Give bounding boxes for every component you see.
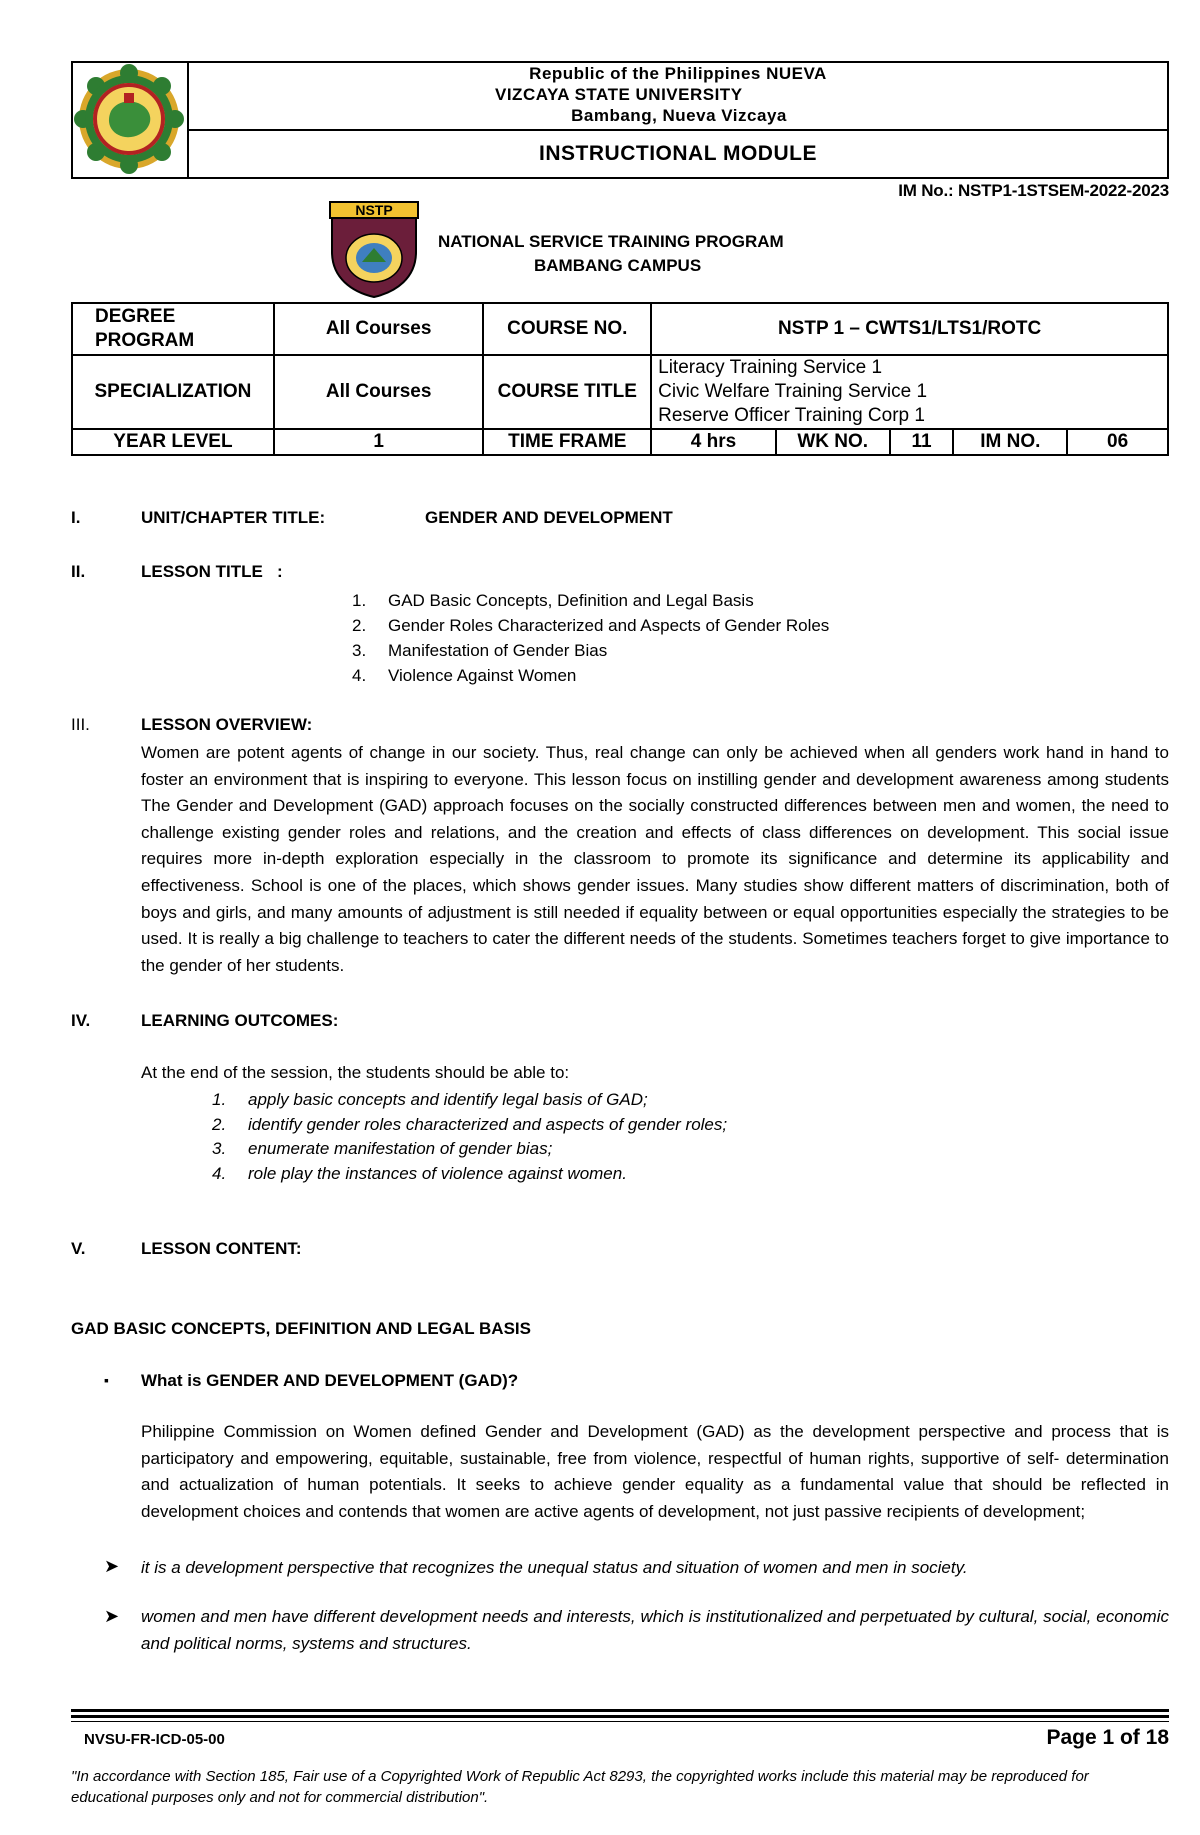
footer-rule: [71, 1709, 1169, 1712]
year-level-label: YEAR LEVEL: [72, 429, 274, 455]
section-2-number: II.: [71, 562, 86, 581]
degree-program-value: All Courses: [274, 303, 484, 355]
section-4-label: LEARNING OUTCOMES:: [141, 1011, 339, 1030]
lesson-title-list: [352, 588, 829, 688]
year-level-value: 1: [274, 429, 484, 455]
section-3-number: III.: [71, 715, 90, 734]
content-heading: GAD BASIC CONCEPTS, DEFINITION AND LEGAL BASIS: [71, 1319, 531, 1338]
list-item: 1. apply basic concepts and identify legal basis of GAD;: [212, 1090, 648, 1109]
unit-title: GENDER AND DEVELOPMENT: [425, 508, 673, 527]
header-table: [71, 61, 1169, 179]
section-4-number: IV.: [71, 1011, 91, 1030]
form-code: NVSU-FR-ICD-05-00: [84, 1731, 225, 1748]
course-info-table: [71, 302, 1169, 456]
degree-program-label: DEGREE PROGRAM: [72, 303, 274, 355]
list-item: 1. GAD Basic Concepts, Definition and Legal Basis: [352, 591, 754, 610]
list-item: 4. Violence Against Women: [352, 666, 577, 685]
week-no-label: WK NO.: [776, 429, 890, 455]
nstp-logo-icon: [326, 200, 422, 298]
footer-rule: [71, 1721, 1169, 1722]
section-1-label: UNIT/CHAPTER TITLE:: [141, 508, 326, 527]
list-item: 2. Gender Roles Characterized and Aspects of Gender Roles: [352, 616, 830, 635]
list-item: 3. Manifestation of Gender Bias: [352, 641, 608, 660]
nstp-logo-text: NSTP: [355, 202, 393, 218]
program-title: NATIONAL SERVICE TRAINING PROGRAM: [438, 232, 784, 251]
university-seal-icon: [73, 63, 185, 175]
list-item: 3. enumerate manifestation of gender bias;: [212, 1139, 553, 1158]
gad-question: What is GENDER AND DEVELOPMENT (GAD)?: [141, 1371, 519, 1390]
gad-point-1: it is a development perspective that recognizes the unequal status and situation of women and men in society.: [141, 1558, 968, 1577]
section-5-number: V.: [71, 1239, 86, 1258]
page-number: Page 1 of 18: [1046, 1726, 1169, 1749]
learning-outcomes-list: [212, 1088, 727, 1186]
university-name-block: [189, 63, 1167, 131]
list-item: 2. identify gender roles characterized and aspects of gender roles;: [212, 1114, 728, 1134]
course-titles: [651, 355, 1168, 429]
course-no-value: NSTP 1 – CWTS1/LTS1/ROTC: [651, 303, 1168, 355]
square-bullet-icon: ▪: [104, 1372, 109, 1388]
footer-rule: [71, 1715, 1169, 1718]
im-number: IM No.: NSTP1-1STSEM-2022-2023: [898, 181, 1169, 200]
campus-name: BAMBANG CAMPUS: [534, 256, 702, 275]
copyright-note: "In accordance with Section 185, Fair use of a Copyrighted Work of Republic Act 8293, the copyrighted works include this material may be reproduced for educational purposes only and not for commercial distribution".: [71, 1768, 1089, 1806]
university-line-3: Bambang, Nueva Vizcaya: [571, 106, 787, 125]
module-title: INSTRUCTIONAL MODULE: [539, 142, 817, 165]
specialization-value: All Courses: [274, 355, 484, 429]
arrow-bullet-icon: ➤: [104, 1556, 120, 1576]
arrow-bullet-icon: ➤: [104, 1606, 120, 1626]
university-logo-cell: [73, 63, 189, 177]
section-2-label: LESSON TITLE :: [141, 562, 283, 581]
university-line-1: Republic of the Philippines NUEVA: [529, 64, 827, 83]
course-no-label: COURSE NO.: [483, 303, 651, 355]
gad-definition: Philippine Commission on Women defined Gender and Development (GAD) as the development perspective and process that is participatory and empowering, equitable, sustainable, free from violence, respectful of human rights, supportive of self- determination and actualization of human potentials. It seeks to achieve gender equality as a fundamental value that should be reflected in development choices and contends that women are active agents of development, not just passive recipients of development;: [141, 1422, 1169, 1521]
course-title-item: Civic Welfare Training Service 1: [658, 381, 928, 402]
time-frame-value: 4 hrs: [651, 429, 776, 455]
course-title-item: Reserve Officer Training Corp 1: [658, 405, 925, 426]
module-title-row: [189, 131, 1167, 177]
im-no-value: 06: [1067, 429, 1168, 455]
lesson-overview-text: Women are potent agents of change in our society. Thus, real change can only be achieved when all genders work hand in hand to foster an environment that is inspiring to everyone. This lesson focus on instilling gender and development awareness among students The Gender and Development (GAD) approach focuses on the socially constructed differences between men and women, the need to challenge existing gender roles and relations, and the creation and effects of class differences on development. This social issue requires more in-depth exploration especially in the classroom to promote its significance and determine its applicability and effectiveness. School is one of the places, which shows gender issues. Many studies show different matters of discrimination, both of boys and girls, and many amounts of adjustment is still needed if equality between or equal opportunities especially the strategies to be used. It is really a big challenge to teachers to cater the different needs of the students. Sometimes teachers forget to give importance to the gender of her students.: [141, 743, 1169, 975]
section-5-label: LESSON CONTENT:: [141, 1239, 302, 1258]
im-no-label: IM NO.: [953, 429, 1067, 455]
specialization-label: SPECIALIZATION: [72, 355, 274, 429]
outcomes-intro: At the end of the session, the students should be able to:: [141, 1063, 570, 1082]
course-title-label: COURSE TITLE: [483, 355, 651, 429]
program-block: [438, 230, 784, 278]
list-item: 4. role play the instances of violence against women.: [212, 1163, 627, 1183]
gad-point-2: women and men have different development needs and interests, which is institutionalized and perpetuated by cultural, social, economic and political norms, systems and structures.: [141, 1607, 1169, 1653]
university-line-2: VIZCAYA STATE UNIVERSITY: [495, 85, 743, 104]
course-title-item: Literacy Training Service 1: [658, 357, 883, 378]
section-3-label: LESSON OVERVIEW:: [141, 715, 313, 734]
week-no-value: 11: [890, 429, 954, 455]
section-1-number: I.: [71, 508, 81, 527]
time-frame-label: TIME FRAME: [483, 429, 651, 455]
